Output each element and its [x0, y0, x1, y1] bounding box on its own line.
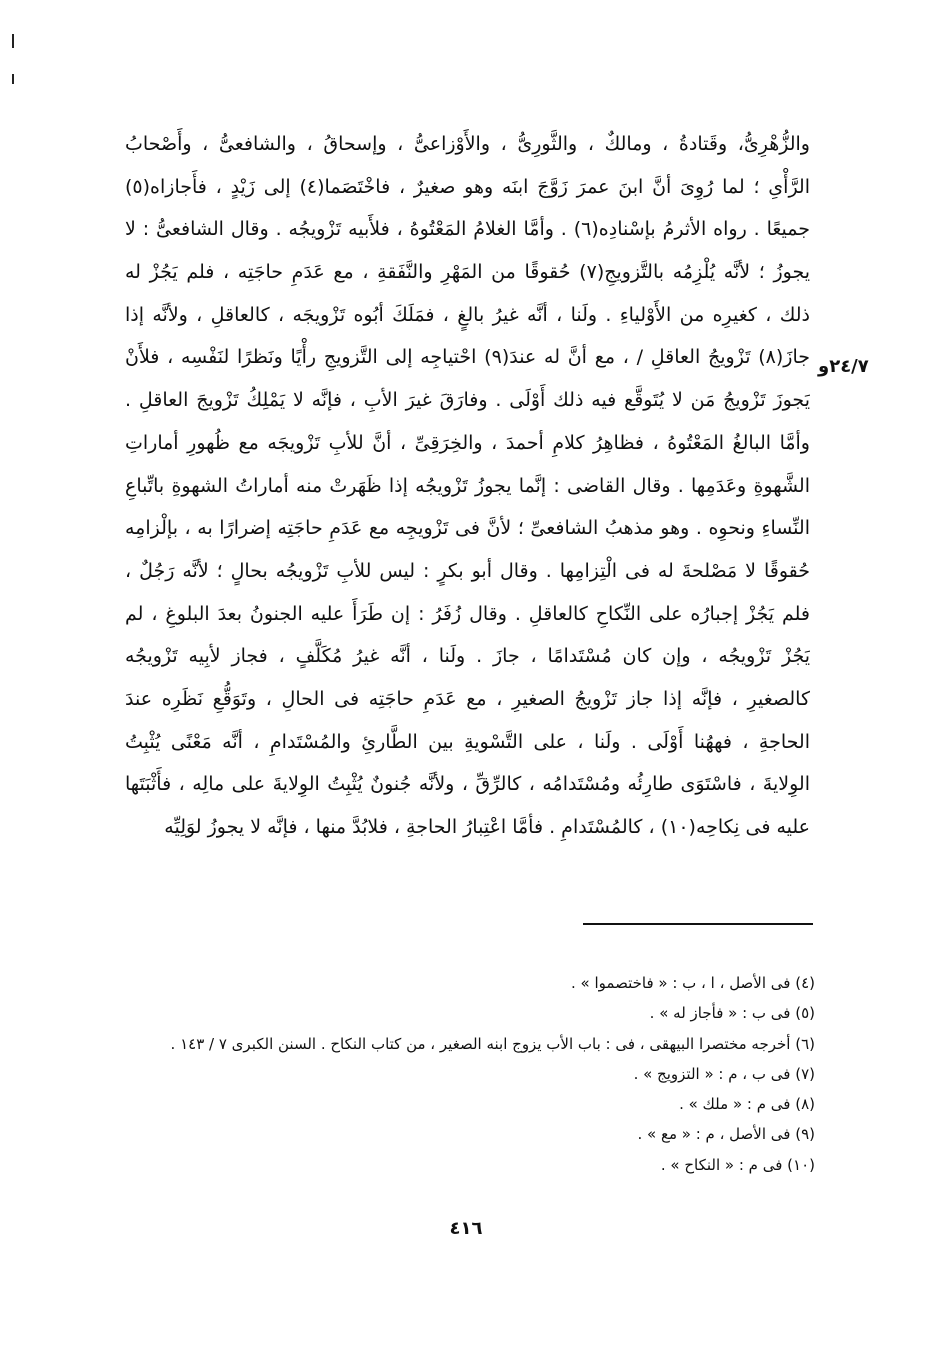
text-line: فلم يَجُزْ إجبارُه على النِّكاحِ كالعاقلِ . وقال زُفَرُ : إن طَرَأَ عليه الجنونُ بعدَ البلوغِ ، لم: [125, 602, 810, 625]
body-text: [125, 123, 810, 849]
text-line: وأمَّا البالغُ المَعْتُوهُ ، فظاهِرُ كلامِ أحمدَ ، والخِرَقِىِّ ، أنَّ للأبِ تَزْويجَه مع ظُهورِ أماراتِ: [125, 431, 810, 454]
text-line: يَجوزَ تَزْويجُ مَن لا يُتَوقَّع فيه ذلك أَوْلَى . وفارَقَ غيرَ الأبِ ، فإنَّه لا يَمْلِكُ تَزْويجَ العاقلِ .: [125, 389, 810, 412]
footnote-divider: [583, 923, 813, 925]
page-number: ٤١٦: [449, 1218, 483, 1239]
text-line: جازَ(٨) تَزْويجُ العاقلِ / ، مع أنَّ له عندَ(٩) احْتياجِه إلى التَّزويجِ رأْيًا ونَظرًا لنَفْسِه ، فلأَنْ: [125, 346, 810, 369]
footnote: (٩) فى الأصل ، م : « مع » .: [637, 1125, 815, 1144]
text-line: حُقوقًا لا مَصْلحةَ له فى الْتِزامِها . وقال أبو بكرٍ : ليس للأبِ تَزْويجُه بحالٍ ؛ لأنَّه رَجُلٌ ،: [125, 559, 810, 582]
footnote: (٧) فى ب ، م : « التزويج » .: [633, 1064, 815, 1083]
footnote: (١٠) فى م : « النكاح » .: [660, 1155, 815, 1174]
text-line: ذلك ، كغيرِه من الأَوْلياءِ . ولَنا ، أنَّه غيرُ بالغٍ ، فمَلَكَ أبُوه تَزْويجَه ، كالعاقلِ ، ولأنَّه إذا: [125, 303, 810, 326]
text-line: الرَّأْىِ ؛ لما رُوِىَ أنَّ ابنَ عمرَ زَوَّجَ ابنَه وهو صغيرٌ ، فاخْتَصَما(٤) إلى زَيْدٍ ، فأَجازاه(٥): [125, 175, 810, 198]
text-line: عليه فى نِكاحِه(١٠) ، كالمُسْتَدامِ . فأمَّا اعْتِبارُ الحاجةِ ، فلابُدَّ منها ، فإنَّه لا يجوزُ لوَلِيِّه: [164, 816, 810, 838]
text-line: الحاجةِ ، فههُنا أَوْلَى . ولَنا ، على التَّسْويةِ بين الطَّارئِ والمُسْتَدامِ ، أنَّه مَعْنًى يُثْبِتُ: [125, 730, 810, 753]
text-line: الشَّهوةِ وعَدَمِها . وقال القاضى : إنَّما يجوزُ تَزْويجُه إذا ظَهَرتْ منه أماراتُ الشهوةِ باتِّباعِ: [125, 474, 810, 497]
footnote: (٥) فى ب : « فأجاز له » .: [649, 1004, 815, 1023]
footnote: (٦) أخرجه مختصرا البيهقى ، فى : باب الأب يزوج ابنه الصغير ، من كتاب النكاح . السنن الكبرى ٧ / ١٤٣ .: [170, 1034, 815, 1053]
text-line: يَجُزْ تَزْويجُه ، وإن كان مُسْتَدامًا ، جازَ . ولَنا ، أنَّه غيرُ مُكَلَّفٍ ، فجاز لأبِيه تَزْويجُه: [125, 645, 810, 668]
text-line: كالصغيرِ ، فإنَّه إذا جاز تَزْويجُ الصغيرِ ، مع عَدَمِ حاجَتِه فى الحالِ ، وتَوَقُّعِ نَظَرِه عندَ: [125, 687, 810, 710]
text-line: جميعًا . رواه الأثرمُ بإسْنادِه(٦) . وأمَّا الغلامُ المَعْتُوهُ ، فلأَبيه تَزْويجُه . وقال الشافعىُّ : لا: [125, 218, 810, 241]
margin-folio-reference: ٢٤/٧و: [818, 356, 869, 377]
scan-mark: [12, 34, 14, 48]
text-line: يجوزُ ؛ لأنَّه يُلْزِمُه بالتَّزويجِ(٧) حُقوقًا من المَهْرِ والنَّفَقةِ ، مع عَدَمِ حاجَتِه ، فلم يَجُزْ له: [125, 261, 810, 284]
scan-mark: [12, 74, 14, 84]
text-line: والزُّهْرِىُّ، وقَتادةُ ، ومالكٌ ، والثَّورِىُّ ، والأَوْزاعىُّ ، وإسحاقُ ، والشافعىُّ ، وأَصْحابُ: [125, 133, 810, 155]
text-line: الوِلايةَ ، فاسْتَوَى طارِئُه ومُسْتَدامُه ، كالرِّقِّ ، ولأنَّه جُنونٌ يُثْبِتُ الوِلايةَ على مالِه ، فأَثْبَتَها: [125, 773, 810, 796]
footnotes: [120, 968, 815, 1180]
footnote: (٤) فى الأصل ، ا ، ب : « فاختصموا » .: [571, 974, 815, 992]
footnote: (٨) فى م : « ملك » .: [679, 1095, 815, 1114]
text-line: النِّساءِ ونحوِه . وهو مذهبُ الشافعىِّ ؛ لأنَّ فى تَزْويجِه مع عَدَمِ حاجَتِه إضرارًا به ، بإلْزامِه: [125, 517, 810, 540]
